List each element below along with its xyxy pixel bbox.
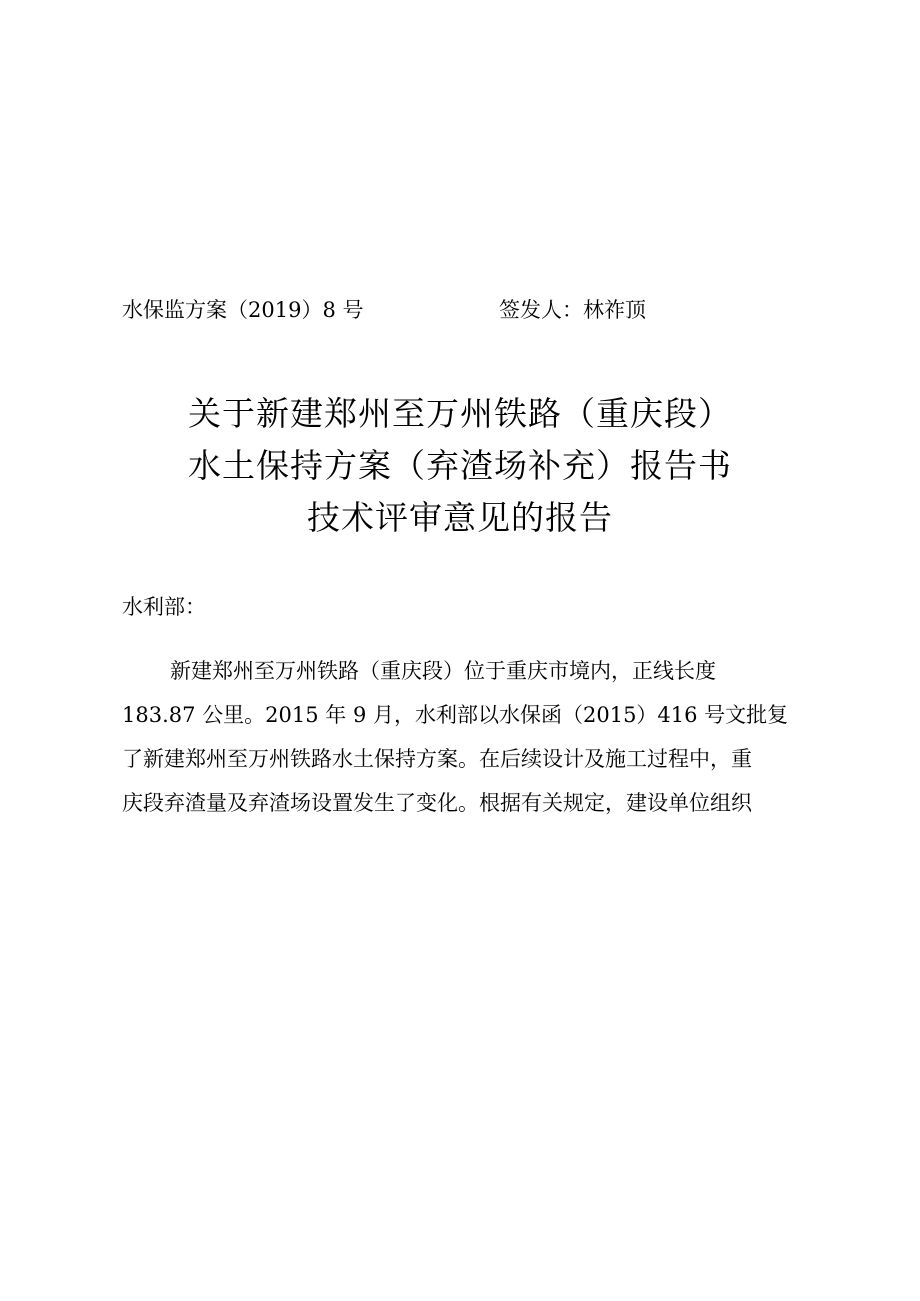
- signer: 签发人：林祚顶: [499, 298, 646, 322]
- document-number: 水保监方案（2019）8 号: [122, 298, 364, 322]
- title-line-3: 技术评审意见的报告: [307, 498, 613, 537]
- title-line-1: 关于新建郑州至万州铁路（重庆段）: [188, 394, 732, 433]
- body-line-4: 庆段弃渣量及弃渣场设置发生了变化。根据有关规定，建设单位组织: [122, 791, 752, 815]
- document-header: [122, 294, 822, 326]
- salutation: 水利部：: [122, 595, 206, 619]
- body-line-2: 183.87 公里。2015 年 9 月，水利部以水保函（2015）416 号文批复: [122, 703, 789, 727]
- body-paragraph: [122, 649, 812, 825]
- document-title: [0, 388, 920, 544]
- body-line-1: 新建郑州至万州铁路（重庆段）位于重庆市境内，正线长度: [170, 659, 716, 683]
- title-line-2: 水土保持方案（弃渣场补充）报告书: [188, 446, 732, 485]
- body-line-3: 了新建郑州至万州铁路水土保持方案。在后续设计及施工过程中，重: [122, 747, 752, 771]
